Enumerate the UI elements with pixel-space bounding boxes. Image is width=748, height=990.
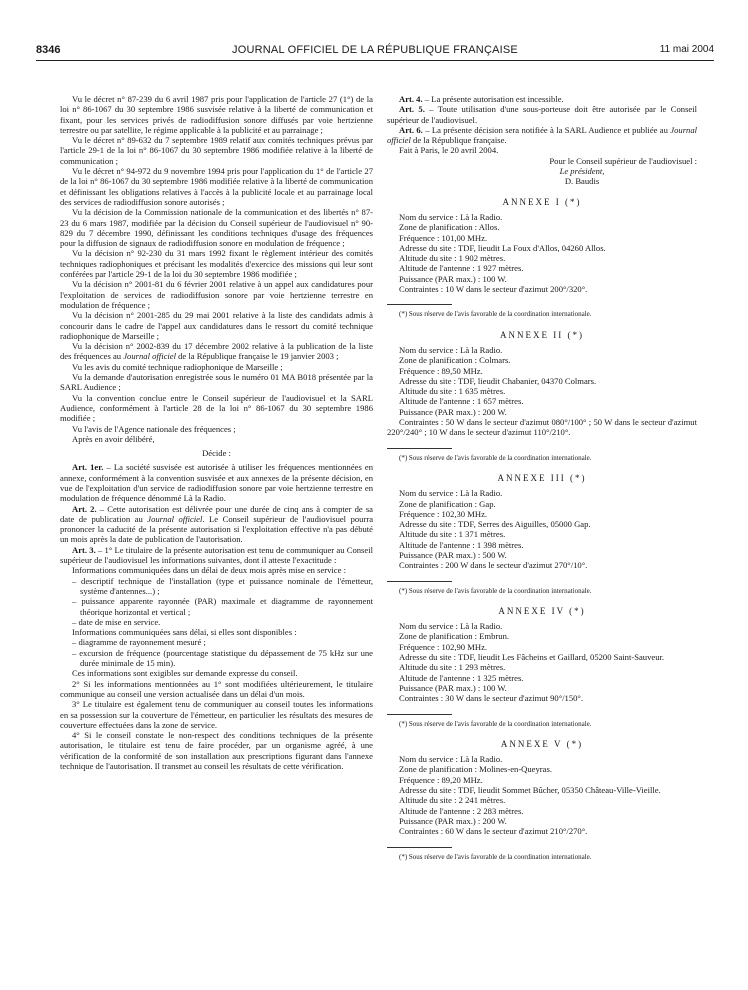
annexe-line: Zone de planification : Molines-en-Queyras. xyxy=(399,764,552,775)
article-text: – 1° Le titulaire de la présente autorisation est tenu de communiquer au Conseil supérieur de l'audiovisuel les informations suivantes, dont il atteste l'exactitude : xyxy=(60,544,373,566)
footnote-rule xyxy=(387,304,452,305)
signatory-role xyxy=(387,166,697,176)
visa-paragraph: Vu la décision n° 92-230 du 31 mars 1992 fixant le règlement intérieur des comités techniques radiophoniques et précisant les modalités d'exercice des missions qui leur sont conférées par l'article 29-1 de la loi du 30 septembre 1986 modifiée ; xyxy=(60,248,373,280)
article-text: – Toute utilisation d'une sous-porteuse doit être autorisée par le Conseil supérieur de l'audiovisuel. xyxy=(387,104,697,125)
article-1 xyxy=(60,462,373,503)
paragraph: 2° Si les informations mentionnées au 1° sont modifiées ultérieurement, le titulaire communique au conseil une version actualisée dans un délai d'un mois. xyxy=(60,678,373,699)
annexe-title: ANNEXE V (*) xyxy=(500,738,584,749)
annexe-line: Zone de planification : Embrun. xyxy=(399,631,510,642)
annexe-line: Adresse du site : TDF, lieudit La Foux d'Allos, 04260 Allos. xyxy=(399,242,606,253)
annexe-line: Fréquence : 89,20 MHz. xyxy=(399,774,483,785)
signatory-role-text: Le président, xyxy=(559,166,605,177)
visa-paragraph: Vu la convention conclue entre le Conseil supérieur de l'audiovisuel et la SARL Audience, conformément à l'article 28 de la loi n° 86-1067 du 30 septembre 1986 modifiée ; xyxy=(60,392,373,424)
visa-paragraph: Vu les avis du comité technique radiophonique de Marseille ; xyxy=(72,361,283,372)
left-column xyxy=(60,94,373,771)
visa-paragraph: Vu le décret n° 87-239 du 6 avril 1987 pris pour l'application de l'article 27 (1°) de la loi n° 86-1067 du 30 septembre 1986 susvisée relative à la liberté de communication et fixant, pour les services privés de radiodiffusion sonore diffusés par voie hertzienne terrestre ou par satellite, le régime applicable à la publicité et au parrainage ; xyxy=(60,94,373,135)
header-rule xyxy=(36,60,714,61)
annexe-line: Fréquence : 102,30 MHz. xyxy=(399,508,488,519)
annexe-line: Altitude de l'antenne : 2 283 mètres. xyxy=(399,805,524,816)
footnote-rule xyxy=(387,847,452,848)
article-label: Art. 3. xyxy=(72,544,96,555)
paragraph: 3° Le titulaire est également tenu de communiquer au conseil toutes les informations en sa possession sur la couverture de l'émetteur, en particulier les résultats des mesures de couverture effectuées dans la zone de service. xyxy=(60,699,373,730)
annexe-line: Contraintes : 200 W dans le secteur d'azimut 270°/10°. xyxy=(399,560,588,571)
article-label: Art. 5. xyxy=(399,104,425,115)
annexe-line: Fréquence : 101,00 MHz. xyxy=(399,232,488,243)
annexe-title: ANNEXE III (*) xyxy=(497,472,587,483)
decide-heading: Décide : xyxy=(202,448,231,459)
issue-date: 11 mai 2004 xyxy=(659,44,714,55)
journal-ref: Journal officiel xyxy=(147,513,203,524)
article-text: – La société susvisée est autorisée à utiliser les fréquences mentionnées en annexe, conformément à la convention susvisée et aux annexes de la présente décision, en vue de l'exploitation d'un service de radiodiffusion sonore par voie hertzienne terrestre en modulation de fréquence dénommé Là la Radio. xyxy=(60,462,374,504)
article-2 xyxy=(60,504,373,545)
annexe-footnote: (*) Sous réserve de l'avis favorable de la coordination internationale. xyxy=(399,852,592,861)
annexe-line: Adresse du site : TDF, lieudit Chabanier, 04370 Colmars. xyxy=(399,375,597,386)
annexe-line: Contraintes : 60 W dans le secteur d'azimut 210°/270°. xyxy=(399,826,588,837)
visa-text: de la République française le 19 janvier 2003 ; xyxy=(175,351,339,362)
visa-paragraph: Vu le décret n° 94-972 du 9 novembre 1994 pris pour l'application du 1° de l'article 27 de la loi n° 86-1067 du 30 septembre 1986 modifiée relative à la liberté de communication et définissant les obligations relatives à l'accès à la publicité locale et au parrainage local des services de radiodiffusion sonore autorisés ; xyxy=(60,166,373,207)
annexe-line: Zone de planification : Allos. xyxy=(399,222,500,233)
list-item: – puissance apparente rayonnée (PAR) maximale et diagramme de rayonnement théorique horizontal et vertical ; xyxy=(80,596,373,617)
article-3 xyxy=(60,545,373,566)
annexe-line: Nom du service : Là la Radio. xyxy=(399,211,503,222)
annexe-line: Nom du service : Là la Radio. xyxy=(399,344,503,355)
annexe-line: Puissance (PAR max.) : 500 W. xyxy=(399,549,507,560)
annexe-title: ANNEXE II (*) xyxy=(500,329,584,340)
right-column xyxy=(387,94,697,862)
annexe-title: ANNEXE I (*) xyxy=(502,196,582,207)
visa-paragraph: Vu la décision de la Commission nationale de la communication et des libertés n° 87-23 du 6 mars 1987, modifiée par la décision du Conseil supérieur de l'audiovisuel n° 90-829 du 7 décembre 1990, définissant les conditions techniques d'usage des fréquences pour la diffusion de signaux de radiodiffusion sonore en modulation de fréquence ; xyxy=(60,207,373,249)
annexe-line: Altitude du site : 1 635 mètres. xyxy=(399,386,506,397)
annexe-line: Adresse du site : TDF, lieudit Sommet Bûcher, 05350 Château-Ville-Vieille. xyxy=(399,785,661,796)
page-header xyxy=(36,44,714,60)
article-label: Art. 6. xyxy=(399,124,423,135)
list-item: – excursion de fréquence (pourcentage statistique du dépassement de 75 kHz sur une durée minimale de 15 min). xyxy=(80,648,373,669)
annexe-line: Adresse du site : TDF, Serres des Aiguilles, 05000 Gap. xyxy=(399,519,591,530)
visa-paragraph: Vu la décision n° 2001-285 du 29 mai 2001 relative à la liste des candidats admis à concourir dans le cadre de l'appel aux candidatures dans le ressort du comité technique radiophonique de Marseille ; xyxy=(60,310,373,341)
list-item: – date de mise en service. xyxy=(80,617,373,627)
visa-paragraph: Après en avoir délibéré, xyxy=(72,433,155,444)
article-label: Art. 1er. xyxy=(72,462,104,473)
journal-ref: Journal officiel xyxy=(123,351,176,362)
annexe-line: Zone de planification : Colmars. xyxy=(399,355,511,366)
annexe-line: Contraintes : 50 W dans le secteur d'azimut 080°/100° ; 50 W dans le secteur d'azimut 220°/240° ; 10 W dans le secteur d'azimut 110°/210°. xyxy=(387,417,697,438)
info-heading: Informations communiquées sans délai, si elles sont disponibles : xyxy=(72,627,297,638)
article-6 xyxy=(387,125,697,146)
page-number: 8346 xyxy=(36,44,61,56)
footnote-rule xyxy=(387,448,452,449)
article-4 xyxy=(387,94,697,104)
annexe-footnote: (*) Sous réserve de l'avis favorable de la coordination internationale. xyxy=(399,453,592,462)
visa-paragraph: Vu le décret n° 89-632 du 7 septembre 1989 relatif aux comités techniques prévus par l'article 29-1 de la loi n° 86-1067 du 30 septembre 1986 modifiée relative à la liberté de communication ; xyxy=(60,135,373,166)
annexe-line: Puissance (PAR max.) : 200 W. xyxy=(399,815,507,826)
info-list xyxy=(60,576,373,627)
annexe-line: Puissance (PAR max.) : 100 W. xyxy=(399,273,507,284)
annexe-line: Altitude de l'antenne : 1 325 mètres. xyxy=(399,672,524,683)
journal-title: JOURNAL OFFICIEL DE LA RÉPUBLIQUE FRANÇAISE xyxy=(232,44,518,56)
annexe-line: Nom du service : Là la Radio. xyxy=(399,754,503,765)
annexe-line: Contraintes : 10 W dans le secteur d'azimut 200°/320°. xyxy=(399,284,588,295)
annexe-line: Fréquence : 102,90 MHz. xyxy=(399,641,488,652)
annexe-line: Puissance (PAR max.) : 100 W. xyxy=(399,682,507,693)
annexe-line: Nom du service : Là la Radio. xyxy=(399,621,503,632)
annexe-footnote: (*) Sous réserve de l'avis favorable de la coordination internationale. xyxy=(399,719,592,728)
visa-paragraph: Vu la demande d'autorisation enregistrée sous le numéro 01 MA B018 présentée par la SARL Audience ; xyxy=(60,372,373,393)
annexe-line: Fréquence : 89,50 MHz. xyxy=(399,365,483,376)
visa-text: Vu la décision n° 2002-839 du 17 décembre 2002 relative à la publication de la liste des fréquences au xyxy=(60,341,373,362)
annexe-line: Altitude du site : 2 241 mètres. xyxy=(399,795,506,806)
annexe-title: ANNEXE IV (*) xyxy=(498,605,586,616)
article-5 xyxy=(387,104,697,125)
annexe-line: Altitude de l'antenne : 1 398 mètres. xyxy=(399,539,524,550)
article-text: – Cette autorisation est délivrée pour une durée de cinq ans à compter de sa date de publication au xyxy=(60,503,373,524)
annexe-line: Altitude de l'antenne : 1 927 mètres. xyxy=(399,263,524,274)
annexe-line: Altitude du site : 1 902 mètres. xyxy=(399,253,506,264)
annexe-footnote: (*) Sous réserve de l'avis favorable de la coordination internationale. xyxy=(399,310,592,319)
visa-paragraph: Vu l'avis de l'Agence nationale des fréquences ; xyxy=(72,423,236,434)
footnote-rule xyxy=(387,714,452,715)
annexe-line: Zone de planification : Gap. xyxy=(399,498,496,509)
info-note: Ces informations sont exigibles sur demande expresse du conseil. xyxy=(72,668,298,679)
journal-ref: Journal officiel xyxy=(387,124,698,146)
article-label: Art. 2. xyxy=(72,503,97,514)
annexe-line: Altitude de l'antenne : 1 657 mètres. xyxy=(399,396,524,407)
annexe-line: Altitude du site : 1 371 mètres. xyxy=(399,529,506,540)
signatory-name: D. Baudis xyxy=(564,176,600,187)
signatory-for: Pour le Conseil supérieur de l'audiovisuel : xyxy=(549,155,697,166)
done-at: Fait à Paris, le 20 avril 2004. xyxy=(399,145,499,156)
article-text: . Le Conseil supérieur de l'audiovisuel pourra prononcer la caducité de la présente autorisation si l'exploitation effective n'a pas débuté un mois après la date de publication de l'autorisation. xyxy=(60,513,374,545)
article-text: de la République française. xyxy=(410,135,507,146)
annexe-line: Altitude du site : 1 293 mètres. xyxy=(399,662,506,673)
list-item: – descriptif technique de l'installation (type et puissance nominale de l'émetteur, système d'antennes...) ; xyxy=(80,576,373,597)
annexes-container xyxy=(387,197,697,862)
annexe-line: Puissance (PAR max.) : 200 W. xyxy=(399,406,507,417)
article-label: Art. 4. xyxy=(399,94,423,104)
list-item: – diagramme de rayonnement mesuré ; xyxy=(80,637,373,647)
article-text: – La présente autorisation est incessible. xyxy=(422,94,564,104)
article-text: – La présente décision sera notifiée à la SARL Audience et publiée au xyxy=(422,124,671,135)
info-heading: Informations communiquées dans un délai de deux mois après mise en service : xyxy=(72,565,346,576)
paragraph: 4° Si le conseil constate le non-respect des conditions techniques de la présente autorisation, le titulaire est tenu de faire procéder, par un organisme agréé, à une vérification de la conformité de son installation aux prescriptions figurant dans l'annexe technique de l'autorisation. Il transmet au conseil les résultats de cette vérification. xyxy=(60,730,373,771)
info-list xyxy=(60,637,373,668)
visa-paragraph xyxy=(60,341,373,362)
visa-paragraph: Vu la décision n° 2001-81 du 6 février 2001 relative à un appel aux candidatures pour l'exploitation de services de radiodiffusion sonore par voie hertzienne terrestre en modulation de fréquence ; xyxy=(60,279,373,310)
annexe-footnote: (*) Sous réserve de l'avis favorable de la coordination internationale. xyxy=(399,586,592,595)
annexe-line: Nom du service : Là la Radio. xyxy=(399,488,503,499)
footnote-rule xyxy=(387,581,452,582)
annexe-line: Contraintes : 30 W dans le secteur d'azimut 90°/150°. xyxy=(399,693,584,704)
annexe-line: Adresse du site : TDF, lieudit Les Fâcheins et Gaillard, 05200 Saint-Sauveur. xyxy=(399,652,665,663)
